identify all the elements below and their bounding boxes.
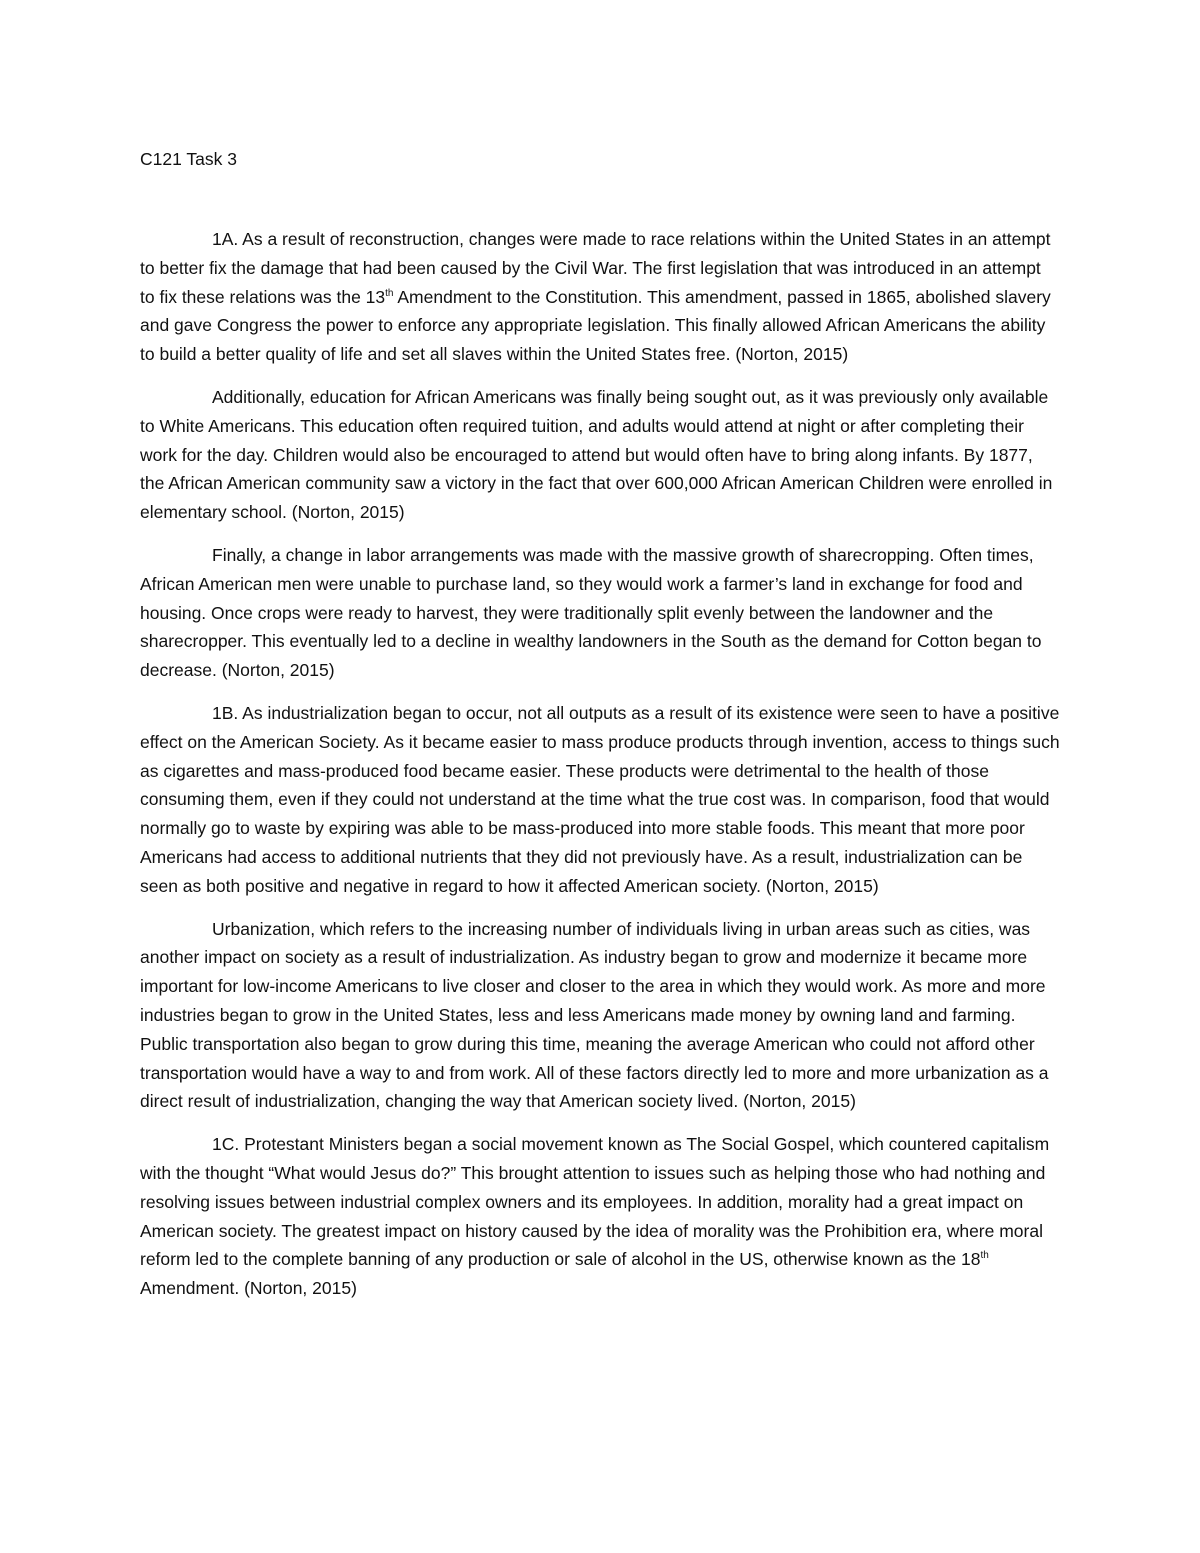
paragraph-text: Amendment to the Constitution. This amendment, passed in 1865, abolished slavery and gave Congress the power to enforce any appropriate legislation. This finally allowed African Americans the ability to build a better quality of life and set all slaves within the United States free. (Norton, 2015) <box>140 286 1051 365</box>
paragraph-text: 1A. As a result of reconstruction, changes were made to race relations within the United States in an attempt to better fix the damage that had been caused by the Civil War. The first legislation that was introduced in an attempt to fix these relations was the 13 <box>140 229 1051 307</box>
paragraph-sharecropping: Finally, a change in labor arrangements was made with the massive growth of sharecropping. Often times, African American men were unable to purchase land, so they would work a farmer’s land in exchange for food and housing. Once crops were ready to harvest, they were traditionally split evenly between the landowner and the sharecropper. This eventually led to a decline in wealthy landowners in the South as the demand for Cotton began to decrease. (Norton, 2015) <box>140 544 1042 681</box>
paragraph-urbanization: Urbanization, which refers to the increasing number of individuals living in urban areas such as cities, was another impact on society as a result of industrialization. As industry began to grow and modernize it became more important for low-income Americans to live closer and closer to the area in which they would work. As more and more industries began to grow in the United States, less and less Americans made money by owning land and farming. Public transportation also began to grow during this time, meaning the average American who could not afford other transportation would have a way to and from work. All of these factors directly led to more and more urbanization as a direct result of industrialization, changing the way that American society lived. (Norton, 2015) <box>140 918 1049 1112</box>
paragraph-1a <box>140 225 1060 369</box>
document-page <box>140 145 1060 1317</box>
paragraph-1c <box>140 1130 1060 1303</box>
paragraph-1b: 1B. As industrialization began to occur, not all outputs as a result of its existence were seen to have a positive effect on the American Society. As it became easier to mass produce products through invention, access to things such as cigarettes and mass-produced food became easier. These products were detrimental to the health of those consuming them, even if they could not understand at the time what the true cost was. In comparison, food that would normally go to waste by expiring was able to be mass-produced into more stable foods. This meant that more poor Americans had access to additional nutrients that they did not previously have. As a result, industrialization can be seen as both positive and negative in regard to how it affected American society. (Norton, 2015) <box>140 702 1060 896</box>
superscript-ordinal: th <box>385 287 394 299</box>
document-title: C121 Task 3 <box>140 149 237 169</box>
paragraph-text: Amendment. (Norton, 2015) <box>140 1278 357 1299</box>
paragraph-text: 1C. Protestant Ministers began a social movement known as The Social Gospel, which countered capitalism with the thought “What would Jesus do?” This brought attention to issues such as helping those who had nothing and resolving issues between industrial complex owners and its employees. In addition, morality had a great impact on American society. The greatest impact on history caused by the idea of morality was the Prohibition era, where moral reform led to the complete banning of any production or sale of alcohol in the US, otherwise known as the 18 <box>140 1134 1050 1270</box>
paragraph-education: Additionally, education for African Americans was finally being sought out, as it was previously only available to White Americans. This education often required tuition, and adults would attend at night or after completing their work for the day. Children would also be encouraged to attend but would often have to bring along infants. By 1877, the African American community saw a victory in the fact that over 600,000 African American Children were enrolled in elementary school. (Norton, 2015) <box>140 386 1053 523</box>
superscript-ordinal: th <box>980 1250 989 1262</box>
